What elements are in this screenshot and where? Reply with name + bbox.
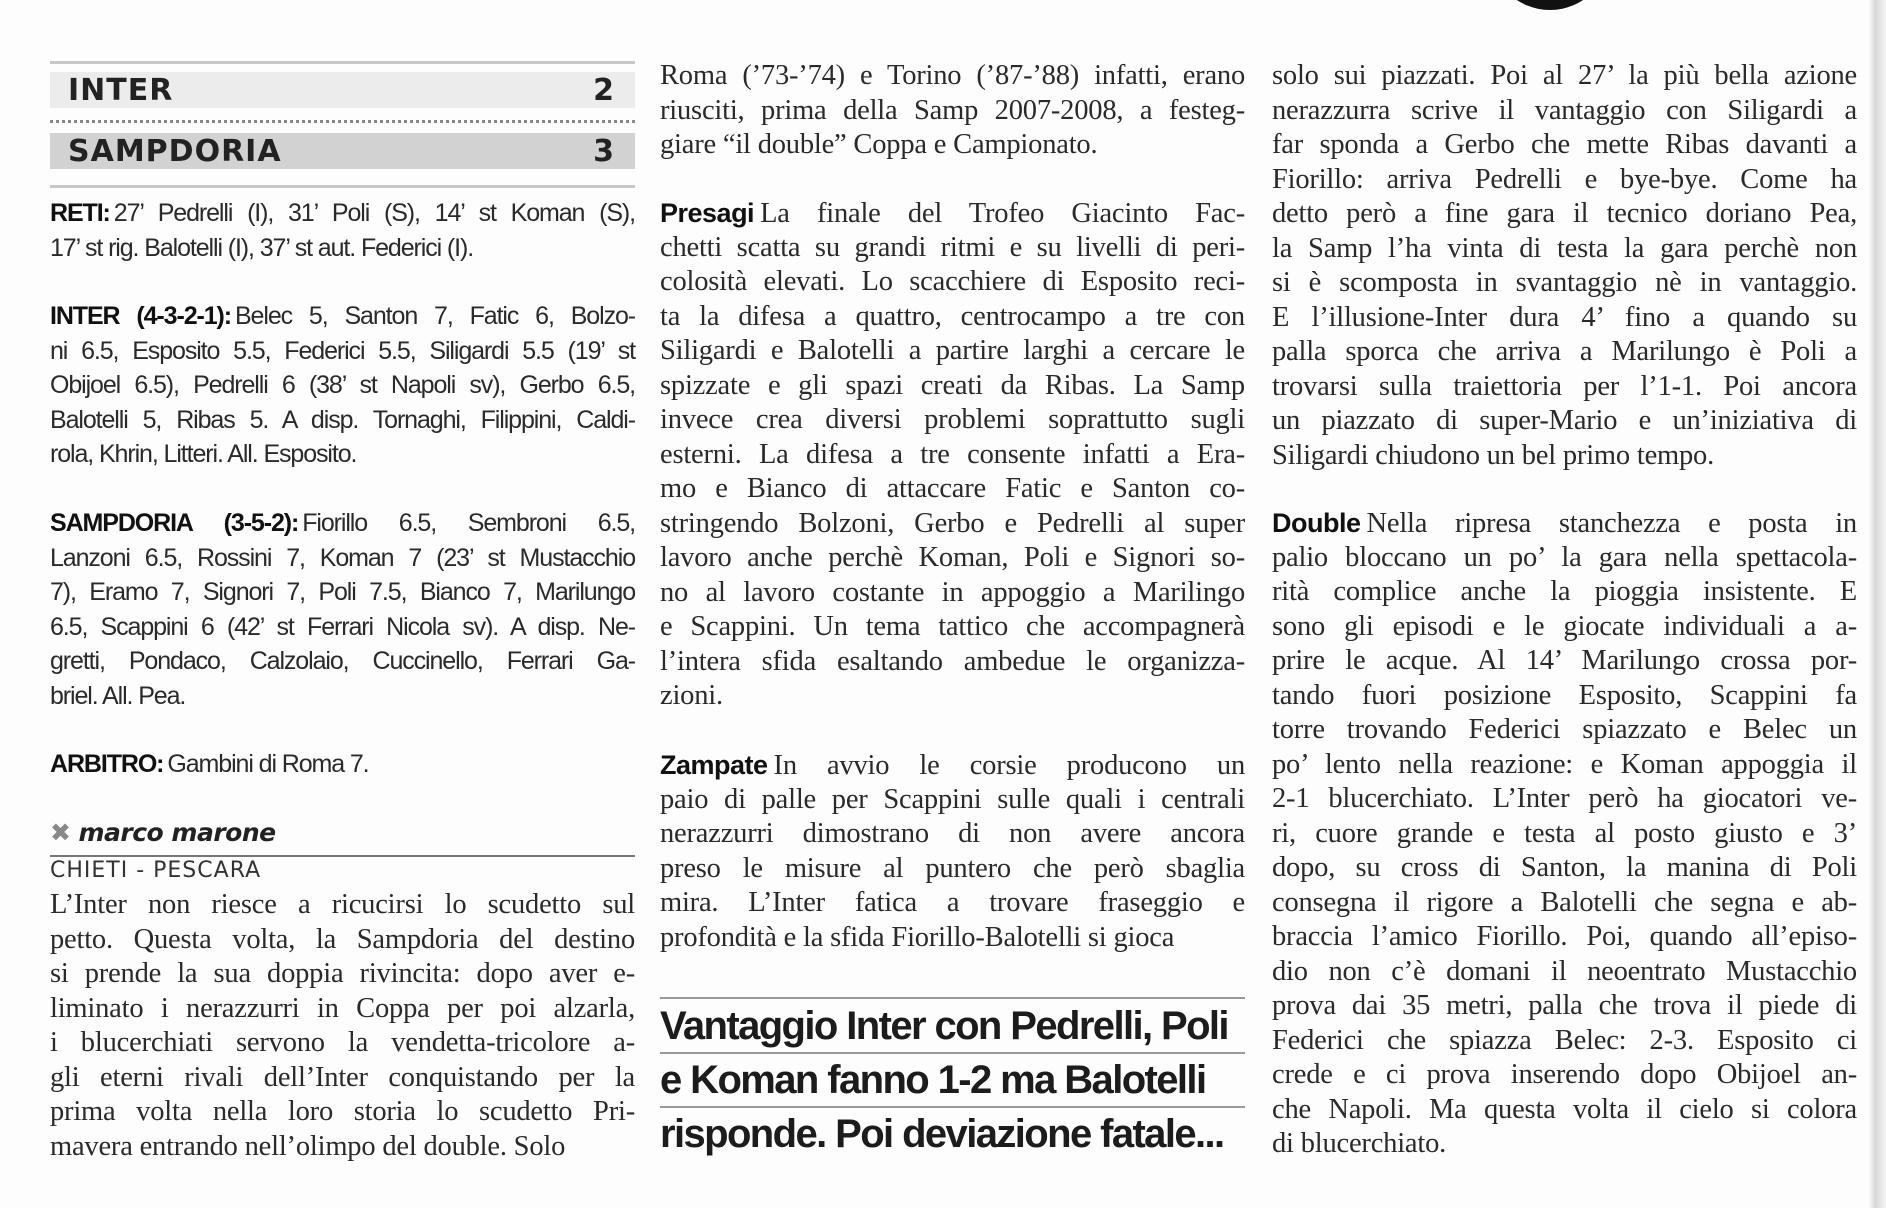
text-line	[1272, 439, 1857, 474]
line-text: 6.5, Scappini 6 (42’ st Ferrari Nicola sv). A disp. Ne-	[50, 612, 635, 641]
line-text: l’intera sfida esaltando ambedue le organizza-	[660, 645, 1245, 677]
scoreboard-row-sampdoria	[50, 133, 635, 169]
line-text: chetti scatta su grandi ritmi e su livelli di peri-	[660, 231, 1245, 263]
text-line	[1272, 163, 1857, 198]
text-block-arbitro	[50, 747, 635, 782]
scoreboard-row-inter	[50, 72, 635, 108]
photo-fragment	[1490, 0, 1610, 10]
text-line	[1272, 989, 1857, 1024]
text-block-cont	[660, 59, 1245, 163]
line-text: si è scomposta in svantaggio nè in vantaggio.	[1272, 267, 1857, 298]
text-line	[50, 575, 635, 610]
text-line	[50, 368, 635, 403]
line-text: Lanzoni 6.5, Rossini 7, Koman 7 (23’ st Mustacchio	[50, 543, 635, 572]
line-text: rola, Khrin, Litteri. All. Esposito.	[50, 440, 357, 468]
text-line	[1272, 1024, 1857, 1059]
line-text: po’ lento nella reazione: e Koman appoggia il	[1272, 748, 1857, 780]
line-text: spizzate e gli spazi creati da Ribas. La Samp	[660, 369, 1245, 401]
line-text: ri, cuore grande e testa al posto giusto e 3’	[1272, 817, 1857, 849]
headline	[660, 999, 1245, 1161]
line-text: ni 6.5, Esposito 5.5, Federici 5.5, Siligardi 5.5 (19’ st	[50, 336, 635, 365]
text-line	[660, 128, 1245, 163]
text-line	[660, 438, 1245, 473]
text-line	[660, 783, 1245, 818]
line-text: paio di palle per Scappini sulle quali i centrali	[660, 783, 1245, 815]
text-line	[50, 541, 635, 576]
text-line	[660, 94, 1245, 129]
text-line	[660, 472, 1245, 507]
lead-in: SAMPDORIA (3-5-2):	[50, 509, 299, 537]
headline-line: e Koman fanno 1-2 ma Balotelli	[660, 1058, 1206, 1102]
text-line	[660, 59, 1245, 94]
line-text: la Samp l’ha vinta di testa la gara perchè non	[1272, 232, 1857, 264]
line-text: petto. Questa volta, la Sampdoria del destino	[50, 923, 635, 955]
line-text: gretti, Pondaco, Calzolaio, Cuccinello, Ferrari Ga-	[50, 647, 635, 675]
line-text: palio bloccano un po’ la gara nella spettacola-	[1272, 541, 1857, 573]
text-line	[50, 1026, 635, 1061]
team-score: 3	[593, 133, 615, 169]
text-line	[660, 541, 1245, 576]
headline-line: Vantaggio Inter con Pedrelli, Poli	[660, 1004, 1228, 1048]
lead-in: ARBITRO:	[50, 750, 164, 778]
line-text: si prende la sua doppia rivincita: dopo aver e-	[50, 958, 635, 989]
text-line	[50, 299, 635, 334]
line-text: dio non c’è domani il neoentrato Mustacchio	[1272, 955, 1857, 987]
text-line	[50, 231, 635, 266]
line-text: braccia l’amico Fiorillo. Poi, quando all’episo-	[1272, 921, 1857, 952]
text-line	[660, 645, 1245, 680]
line-text: riusciti, prima della Samp 2007-2008, a festeg-	[660, 94, 1245, 126]
line-text: consegna il rigore a Balotelli che segna e ab-	[1272, 886, 1857, 918]
text-line	[1272, 59, 1857, 94]
line-text: Federici che spiazza Belec: 2-3. Esposito ci	[1272, 1024, 1857, 1056]
line-text: E l’illusione-Inter dura 4’ fino a quando su	[1272, 301, 1857, 333]
line-text: che Napoli. Ma questa volta il cielo si colora	[1272, 1093, 1857, 1125]
text-line	[1272, 679, 1857, 714]
author-name: marco marone	[78, 818, 276, 847]
text-block-reti	[50, 196, 635, 265]
text-line	[1272, 1058, 1857, 1093]
text-line	[660, 576, 1245, 611]
text-line	[50, 679, 635, 714]
text-block-sampdoria-lineup	[50, 506, 635, 713]
text-line	[660, 265, 1245, 300]
text-line	[1272, 782, 1857, 817]
line-text: zioni.	[660, 680, 723, 711]
line-text: trovarsi sulla traiettoria per l’1-1. Poi ancora	[1272, 370, 1857, 402]
text-line	[50, 923, 635, 958]
line-text: prima volta nella loro storia lo scudetto Pri-	[50, 1096, 635, 1127]
text-line	[1272, 506, 1857, 541]
line-text: i blucerchiati servono la vendetta-tricolore a-	[50, 1027, 635, 1058]
line-text: Siligardi chiudono un bel primo tempo.	[1272, 439, 1715, 471]
cross-icon: ✖	[50, 818, 71, 847]
line-text: La finale del Trofeo Giacinto Fac-	[760, 198, 1245, 229]
text-line	[1272, 955, 1857, 990]
line-text: profondità e la sfida Fiorillo-Balotelli si gioca	[660, 921, 1175, 953]
text-line	[1272, 404, 1857, 439]
line-text: un piazzato di super-Mario e un’iniziativa di	[1272, 405, 1857, 436]
line-text: preso le misure al puntero che però sbaglia	[660, 852, 1245, 884]
line-text: Siligardi e Balotelli a partire larghi a cercare le	[660, 335, 1245, 366]
line-text: dopo, su cross di Santon, la manina di Poli	[1272, 852, 1857, 883]
line-text: Roma (’73-’74) e Torino (’87-’88) infatti, erano	[660, 60, 1245, 91]
line-text: detto però a fine gara il tecnico doriano Pea,	[1272, 198, 1857, 229]
line-text: crede e ci prova inserendo dopo Obijoel an-	[1272, 1059, 1857, 1090]
divider	[50, 185, 635, 188]
text-block-inter-lineup	[50, 299, 635, 472]
text-line	[1272, 266, 1857, 301]
line-text: Balotelli 5, Ribas 5. A disp. Tornaghi, Filippini, Caldi-	[50, 405, 635, 434]
text-line	[660, 748, 1245, 783]
text-line	[660, 817, 1245, 852]
line-text: 2-1 blucerchiato. L’Inter però ha giocatori ve-	[1272, 783, 1857, 814]
text-line	[1272, 575, 1857, 610]
line-text: prova dai 35 metri, palla che trova il piede di	[1272, 990, 1857, 1021]
line-text: Obijoel 6.5), Pedrelli 6 (38’ st Napoli sv), Gerbo 6.5,	[50, 371, 635, 399]
text-line	[660, 403, 1245, 438]
line-text: L’Inter non riesce a ricucirsi lo scudetto sul	[50, 889, 635, 920]
text-line	[660, 196, 1245, 231]
text-line	[1272, 232, 1857, 267]
text-line	[660, 300, 1245, 335]
line-text: esterni. La difesa a tre consente infatti a Era-	[660, 438, 1245, 470]
line-text: e Scappini. Un tema tattico che accompagnerà	[660, 611, 1245, 642]
team-score: 2	[593, 72, 615, 108]
text-line	[1272, 197, 1857, 232]
text-line	[50, 888, 635, 923]
line-text: far sponda a Gerbo che mette Ribas davanti a	[1272, 129, 1857, 160]
text-line	[1272, 920, 1857, 955]
text-block-presagi	[660, 196, 1245, 714]
text-line	[1272, 851, 1857, 886]
text-line	[1272, 128, 1857, 163]
lead-in: Presagi	[660, 198, 755, 228]
team-name: SAMPDORIA	[68, 133, 282, 169]
text-line	[50, 1130, 635, 1165]
team-name: INTER	[68, 72, 174, 108]
line-text: colosità elevati. Lo scacchiere di Esposito reci-	[660, 266, 1245, 297]
text-line	[1272, 1093, 1857, 1128]
line-text: torre trovando Federici spiazzato e Belec un	[1272, 714, 1857, 745]
line-text: stringendo Bolzoni, Gerbo e Pedrelli al super	[660, 507, 1245, 539]
text-line	[50, 992, 635, 1027]
line-text: briel. All. Pea.	[50, 681, 186, 710]
text-block-cont	[1272, 59, 1857, 473]
text-line	[1272, 370, 1857, 405]
text-line	[660, 921, 1245, 956]
text-block-double	[1272, 506, 1857, 1162]
text-block-zampate	[660, 748, 1245, 955]
line-text: mira. L’Inter fatica a trovare fraseggio e	[660, 887, 1245, 918]
line-text: tando fuori posizione Esposito, Scappini fa	[1272, 679, 1857, 711]
text-line	[1272, 713, 1857, 748]
text-line	[660, 679, 1245, 714]
line-text: di blucerchiato.	[1272, 1128, 1447, 1159]
text-line	[50, 644, 635, 679]
line-text: Belec 5, Santon 7, Fatic 6, Bolzo-	[234, 302, 635, 330]
headline-line: risponde. Poi deviazione fatale...	[660, 1112, 1224, 1156]
text-line	[50, 1095, 635, 1130]
page-edge	[1868, 0, 1886, 1208]
line-text: Fiorillo 6.5, Sembroni 6.5,	[302, 509, 635, 537]
dotted-divider	[50, 120, 635, 123]
text-line	[1272, 94, 1857, 129]
divider	[50, 61, 635, 64]
line-text: 17’ st rig. Balotelli (I), 37’ st aut. Federici (I).	[50, 233, 474, 262]
line-text: lavoro anche perchè Koman, Poli e Signori so-	[660, 542, 1245, 573]
text-line	[660, 610, 1245, 645]
line-text: palla sporca che arriva a Marilungo è Poli a	[1272, 336, 1857, 367]
line-text: ta la difesa a quattro, centrocampo a tre con	[660, 300, 1245, 332]
text-line	[50, 957, 635, 992]
text-line	[1272, 644, 1857, 679]
line-text: no al lavoro costante in appoggio a Marilingo	[660, 576, 1245, 608]
dateline: CHIETI - PESCARA	[50, 858, 262, 883]
line-text: nerazzurri dimostrano di non avere ancora	[660, 818, 1245, 849]
text-block-intro	[50, 888, 635, 1164]
text-line	[1272, 1127, 1857, 1162]
line-text: solo sui piazzati. Poi al 27’ la più bella azione	[1272, 60, 1857, 91]
text-line	[1272, 817, 1857, 852]
text-line	[1272, 610, 1857, 645]
lead-in: Zampate	[660, 750, 768, 780]
line-text: sono gli episodi e le giocate individuali a a-	[1272, 610, 1857, 642]
line-text: Gambini di Roma 7.	[167, 750, 369, 778]
lead-in: INTER (4-3-2-1):	[50, 302, 231, 330]
line-text: mo e Bianco di attaccare Fatic e Santon co-	[660, 473, 1245, 504]
line-text: gli eterni rivali dell’Inter conquistando per la	[50, 1061, 635, 1093]
text-line	[660, 886, 1245, 921]
line-text: 27’ Pedrelli (I), 31’ Poli (S), 14’ st Koman (S),	[113, 199, 635, 227]
line-text: 7), Eramo 7, Signori 7, Poli 7.5, Bianco 7, Marilungo	[50, 578, 635, 606]
line-text: Nella ripresa stanchezza e posta in	[1366, 508, 1857, 539]
divider	[50, 855, 635, 857]
text-line	[50, 196, 635, 231]
text-line	[1272, 886, 1857, 921]
text-line	[50, 506, 635, 541]
line-text: rità complice anche la pioggia insistente. E	[1272, 576, 1857, 607]
line-text: nerazzurra scrive il vantaggio con Siligardi a	[1272, 94, 1857, 126]
text-line	[50, 437, 635, 472]
lead-in: RETI:	[50, 199, 110, 227]
text-line	[50, 1061, 635, 1096]
line-text: liminato i nerazzurri in Coppa per poi alzarla,	[50, 992, 635, 1024]
text-line	[50, 610, 635, 645]
line-text: prire le acque. Al 14’ Marilungo crossa por-	[1272, 645, 1857, 676]
text-line	[1272, 335, 1857, 370]
line-text: invece crea diversi problemi soprattutto sugli	[660, 404, 1245, 435]
line-text: Fiorillo: arriva Pedrelli e bye-bye. Come ha	[1272, 163, 1857, 195]
text-line	[50, 403, 635, 438]
byline	[50, 818, 276, 847]
line-text: In avvio le corsie producono un	[773, 750, 1245, 781]
text-line	[1272, 541, 1857, 576]
text-line	[660, 334, 1245, 369]
text-line	[1272, 748, 1857, 783]
lead-in: Double	[1272, 508, 1361, 538]
text-line	[660, 369, 1245, 404]
text-line	[660, 852, 1245, 887]
line-text: giare “il double” Coppa e Campionato.	[660, 129, 1098, 160]
text-line	[50, 334, 635, 369]
text-line	[660, 507, 1245, 542]
line-text: mavera entrando nell’olimpo del double. Solo	[50, 1130, 566, 1162]
text-line	[50, 747, 635, 782]
text-line	[1272, 301, 1857, 336]
text-line	[660, 231, 1245, 266]
